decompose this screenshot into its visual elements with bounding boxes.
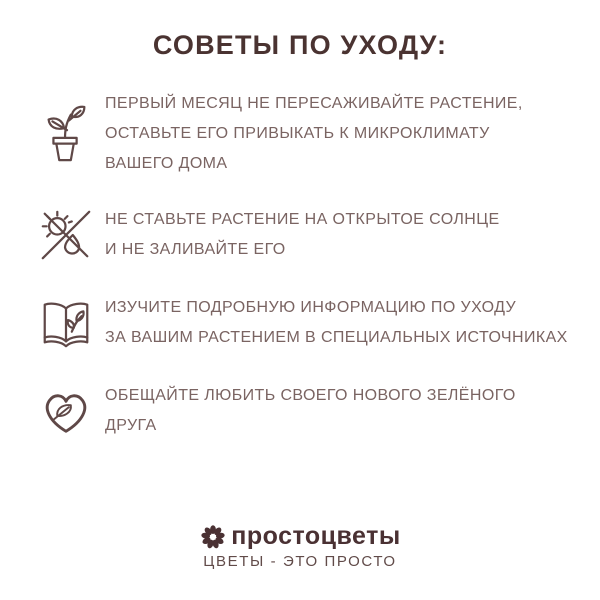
brand-row xyxy=(199,522,400,551)
tip-line: ИЗУЧИТЕ ПОДРОБНУЮ ИНФОРМАЦИЮ ПО УХОДУ xyxy=(105,299,517,316)
no-sun-no-overwatering-icon xyxy=(36,203,96,267)
footer-brand-block xyxy=(0,522,600,570)
tip-line: ПЕРВЫЙ МЕСЯЦ НЕ ПЕРЕСАЖИВАЙТЕ РАСТЕНИЕ, xyxy=(105,95,523,112)
tip-line: НЕ СТАВЬТЕ РАСТЕНИЕ НА ОТКРЫТОЕ СОЛНЦЕ xyxy=(105,211,500,228)
flower-icon xyxy=(199,523,227,551)
brand-name: простоцветы xyxy=(231,522,401,550)
tip-love-plant xyxy=(36,379,570,443)
tip-line: ЗА ВАШИМ РАСТЕНИЕМ В СПЕЦИАЛЬНЫХ ИСТОЧНИКАХ xyxy=(105,329,568,346)
tip-text xyxy=(105,205,500,265)
tip-line: ОБЕЩАЙТЕ ЛЮБИТЬ СВОЕГО НОВОГО ЗЕЛЁНОГО ДРУГА xyxy=(105,387,516,434)
heart-leaf-icon xyxy=(36,379,96,443)
tips-list xyxy=(0,89,600,467)
tip-line: ОСТАВЬТЕ ЕГО ПРИВЫКАТЬ К МИКРОКЛИМАТУ xyxy=(105,125,490,142)
tip-text xyxy=(105,381,570,441)
tip-no-direct-sun xyxy=(36,203,570,267)
tip-read-sources xyxy=(36,291,570,355)
tip-text xyxy=(105,89,523,179)
brand-tagline: ЦВЕТЫ - ЭТО ПРОСТО xyxy=(203,553,397,570)
page-title: СОВЕТЫ ПО УХОДУ: xyxy=(152,30,448,60)
tip-line: И НЕ ЗАЛИВАЙТЕ ЕГО xyxy=(105,241,286,258)
open-book-icon xyxy=(36,291,96,355)
tip-text xyxy=(105,293,568,353)
tip-no-repotting xyxy=(36,89,570,179)
tip-line: ВАШЕГО ДОМА xyxy=(105,155,228,172)
potted-plant-icon xyxy=(36,102,96,166)
